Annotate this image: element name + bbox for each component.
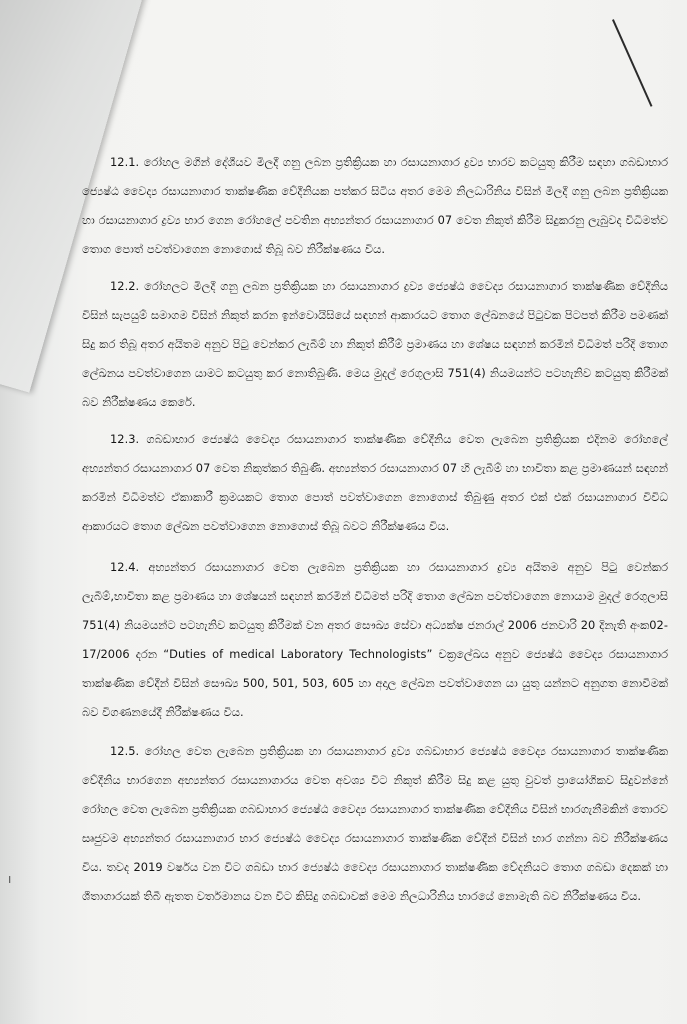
paragraph-number: 12.2. bbox=[110, 279, 140, 293]
paragraph-12-3 bbox=[82, 425, 668, 541]
paragraph-number: 12.5. bbox=[110, 744, 140, 758]
paragraph-text: රෝහල වෙත ලැබෙන ප්‍රතික්‍රියක හා රසායනාගාර ද්‍රව්‍ය ගබඩාභාර ජ්‍යෙෂ්ඨ වෛද්‍ය රසායනාගාර තාක්ෂණික වේදීනිය භාරගෙන අභ්‍යන්තර රසායනාගාරය වෙත අවශ්‍ය විට නිකුත් කිරීම සිදු කළ යුතු වුවත් ප්‍රායෝගිකව සිදුවන්නේ රෝහල වෙත ලැබෙන ප්‍රතික්‍රියක ගබඩාභාර ජ්‍යෙෂ්ඨ වෛද්‍ය රසායනාගාර තාක්ෂණික වේදීනිය විසින් භාරගැනීමකින් තොරව සෘජුවම අභ්‍යන්තර රසායනාගාර භාර ජ්‍යෙෂ්ඨ වෛද්‍ය රසායනාගාර තාක්ෂණික වේදීන් විසින් භාර ගන්නා බව නිරීක්ෂණය විය. තවද 2019 වර්ෂය වන විට ගබඩා භාර ජ්‍යෙෂ්ඨ වෛද්‍ය රසායනාගාර තාක්ෂණික වේදනියට තොග ගබඩා දෙකක් හා ශීතාගාරයක් තිබී ඇතත වර්තමානය වන විට කිසිදු ගබඩාවක් මෙම නිලධාරිනිය භාරයේ නොමැති බව නිරීක්ෂණය විය. bbox=[82, 744, 668, 903]
paragraph-text: ගබඩාභාර ජ්‍යෙෂ්ඨ වෛද්‍ය රසායනාගාර තාක්ෂණික වේදීනිය වෙත ලැබෙන ප්‍රතික්‍රියක එදිනම රෝහලේ අභ්‍යන්තර රසායනාගාර 07 වෙත නිකුත්කර තිබුණි. අභ්‍යන්තර රසායනාගාර 07 හි ලැබීම් හා භාවිතා කළ ප්‍රමාණයන් සඳහන් කරමින් විධිමත්ව ඒකාකාරී ක්‍රමයකට තොග පොත් පවත්වාගෙන නොගොස් තිබුණු අතර එක් එක් රසායනාගාර විවිධ ආකාරයට තොග ලේඛන පවත්වාගෙන නොගොස් තිබූ බවට නිරීක්ෂණය විය. bbox=[82, 432, 669, 533]
paragraph-text: අභ්‍යන්තර රසායනාගාර වෙත ලැබෙන ප්‍රතික්‍රියක හා රසායනාගාර ද්‍රව්‍ය අයිතම අනුව පිටු වෙන්කර ලැබීම්,භාවිතා කළ ප්‍රමාණය හා ශේෂයන් සඳහන් කරමින් විධිමත් පරිදි තොග ලේඛන පවත්වාගෙන නොයාම මුදල් රෙගුලාසි 751(4) නියමයන්ට පටහැනිව කටයුතු කිරීමක් වන අතර සෞඛ්‍ය සේවා අධ්‍යක්ෂ ජනරාල් 2006 ජනවාරි 20 දිනැති අංක02-17/2006 දරන “Duties of medical Laboratory Technologists” චක්‍රලේඛය අනුව ජ්‍යෙෂ්ඨ වෛද්‍ය රසායනාගාර තාක්ෂණික වේදීන් විසින් සෞඛ්‍ය 500, 501, 503, 605 හා අදාල ලේඛන පවත්වාගෙන යා යුතු යන්නට අනුගත නොවීමක් බව විගණනයේදී නිරීක්ෂණය විය. bbox=[82, 560, 668, 719]
paragraph-number: 12.1. bbox=[110, 155, 140, 169]
paragraph-12-5 bbox=[82, 737, 668, 911]
paragraph-text: රෝහලට මිලදී ගනු ලබන ප්‍රතික්‍රියක හා රසායනාගාර ද්‍රව්‍ය ජ්‍යෙෂ්ඨ වෛද්‍ය රසායනාගාර තාක්ෂණික වේදීනිය විසින් සැපයුම් සමාගම විසින් නිකුත් කරන ඉන්වොයිසියේ සඳහන් ආකාරයට තොග ලේඛනයේ පිටුවක පිටපත් කිරීම පමණක් සිදු කර තිබූ අතර අයිතම අනුව පිටු වෙන්කර ලැබීම් හා නිකුත් කිරීම් ප්‍රමාණය හා ශේෂය සඳහන් කරමින් විධිමත් පරිදි තොග ලේඛනය පවත්වාගෙන යාමට කටයුතු කර නොතිබුණි. මෙය මුදල් රෙගුලාසි 751(4) නියමයන්ට පටහැනිව කටයුතු කිරීමක් බව නිරීක්ෂණය කෙරේ. bbox=[82, 279, 669, 409]
paragraph-number: 12.4. bbox=[110, 560, 140, 574]
scan-edge-mark bbox=[612, 19, 652, 107]
margin-mark: ı bbox=[8, 872, 12, 886]
paragraph-text: රෝහල මගින් දේශීයව මිලදී ගනු ලබන ප්‍රතික්‍රියක හා රසායනාගාර ද්‍රව්‍ය භාරව කටයුතු කිරීම සඳහා ගබඩාභාර ජ්‍යෙෂ්ඨ වෛද්‍ය රසායනාගාර තාක්ෂණික වේදීනියක පත්කර සිටිය අතර මෙම නිලධාරිනිය විසින් මිලදී ගනු ලබන ප්‍රතික්‍රියක හා රසායනාගාර ද්‍රව්‍ය භාර ගෙන රෝහලේ පවතින අභ්‍යන්තර රසායනාගාර 07 වෙත නිකුත් කිරීම සිදුකරනු ලැබුවද විධිමත්ව තොග පොත් පවත්වාගෙන නොගොස් තිබූ බව නිරීක්ෂණය විය. bbox=[82, 155, 668, 256]
paragraph-number: 12.3. bbox=[110, 432, 140, 446]
document-body bbox=[82, 148, 668, 911]
paragraph-12-4 bbox=[82, 553, 668, 727]
paragraph-12-1 bbox=[82, 148, 668, 264]
paragraph-12-2 bbox=[82, 272, 668, 417]
